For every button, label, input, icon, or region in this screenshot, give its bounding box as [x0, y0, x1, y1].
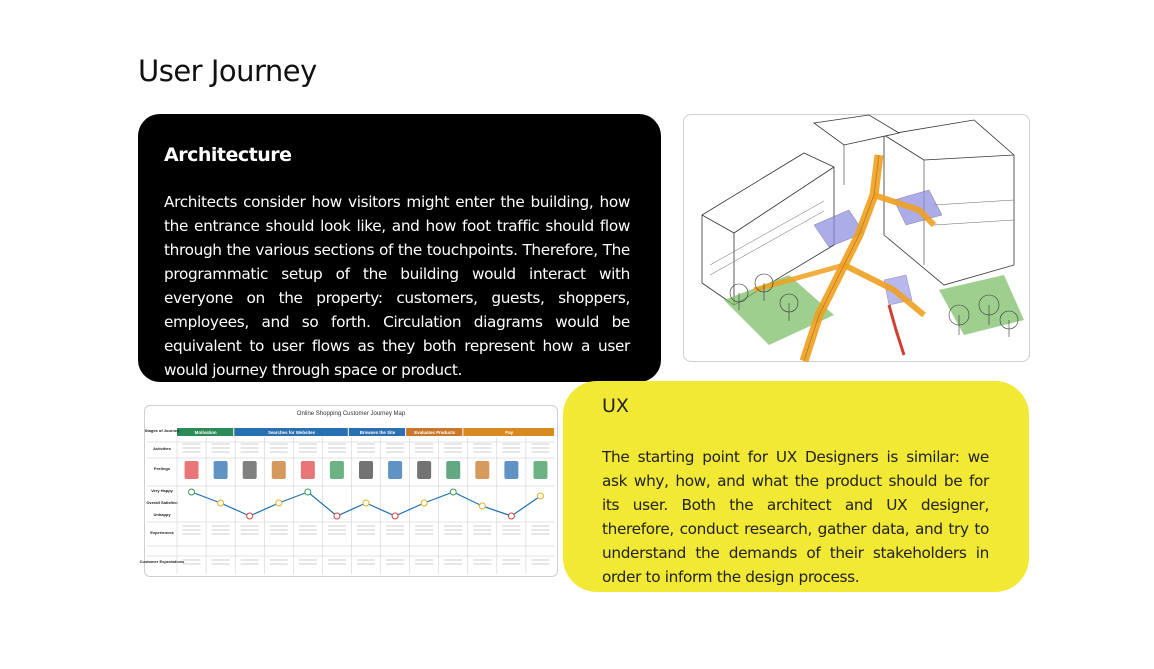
journey-emotion-point [305, 489, 311, 495]
journey-stage-label: Evaluates Products [414, 429, 456, 435]
journey-activity-icon [417, 461, 431, 479]
journey-activity-icon [475, 461, 489, 479]
journey-activity-icon [446, 461, 460, 479]
journey-activity-icon [214, 461, 228, 479]
journey-row-label: Unhappy [153, 512, 171, 517]
journey-activity-icon [185, 461, 199, 479]
journey-map-title: Online Shopping Customer Journey Map [296, 411, 406, 417]
customer-journey-map-illustration [139, 406, 557, 576]
journey-emotion-point [218, 500, 224, 506]
architecture-card [138, 114, 661, 382]
journey-row-label: Customer Expectations [139, 559, 185, 564]
ux-card [563, 381, 1029, 592]
journey-emotion-point [479, 503, 485, 509]
journey-row-label: Stages of Journey [144, 428, 180, 433]
ux-body: The starting point for UX Designers is similar: we ask why, how, and what the product should be for its user. Both the architect and UX designer, therefore, conduct research, gather data, and try to understand the demands of their stakeholders in order to inform the design process. [602, 448, 989, 586]
journey-row-label: Feelings [153, 466, 171, 471]
ux-heading: UX [602, 395, 629, 417]
customer-journey-map-image [139, 405, 558, 577]
journey-activity-icon [359, 461, 373, 479]
journey-emotion-point [189, 489, 195, 495]
journey-activity-icon [272, 461, 286, 479]
journey-activity-icon [388, 461, 402, 479]
circulation-diagram-illustration [684, 115, 1029, 361]
page-title: User Journey [138, 54, 317, 88]
journey-stage-label: Browses the Site [359, 429, 396, 435]
journey-activity-icon [301, 461, 315, 479]
journey-activity-icon [533, 461, 547, 479]
journey-emotion-point [334, 513, 340, 519]
journey-emotion-point [392, 513, 398, 519]
journey-activity-icon [330, 461, 344, 479]
journey-emotion-point [450, 489, 456, 495]
journey-activity-icon [504, 461, 518, 479]
journey-emotion-point [363, 500, 369, 506]
journey-emotion-point [421, 500, 427, 506]
journey-activity-icon [243, 461, 257, 479]
architecture-heading: Architecture [164, 144, 292, 166]
journey-stage-label: Motivation [194, 429, 217, 435]
journey-emotion-point [537, 493, 543, 499]
journey-emotion-point [508, 513, 514, 519]
journey-emotion-point [276, 500, 282, 506]
journey-row-label: Experiences [150, 530, 174, 535]
journey-emotion-point [247, 513, 253, 519]
journey-row-label: Activities [153, 446, 171, 451]
journey-row-label: Overall Satisfied [146, 500, 178, 505]
architecture-body: Architects consider how visitors might enter the building, how the entrance should look like, and how foot traffic should flow through the various sections of the touchpoints. Therefore, The programmatic setup of the building would interact with everyone on the property: customers, guests, shoppers, employees, and so forth. Circulation diagrams would be equivalent to user flows as they both represent how a user would journey through space or product. [164, 193, 630, 379]
journey-row-label: Very Happy [151, 488, 173, 493]
architecture-sketch-image [683, 114, 1030, 362]
journey-stage-label: Pay [505, 429, 514, 435]
journey-stage-label: Searches for Websites [268, 429, 316, 435]
